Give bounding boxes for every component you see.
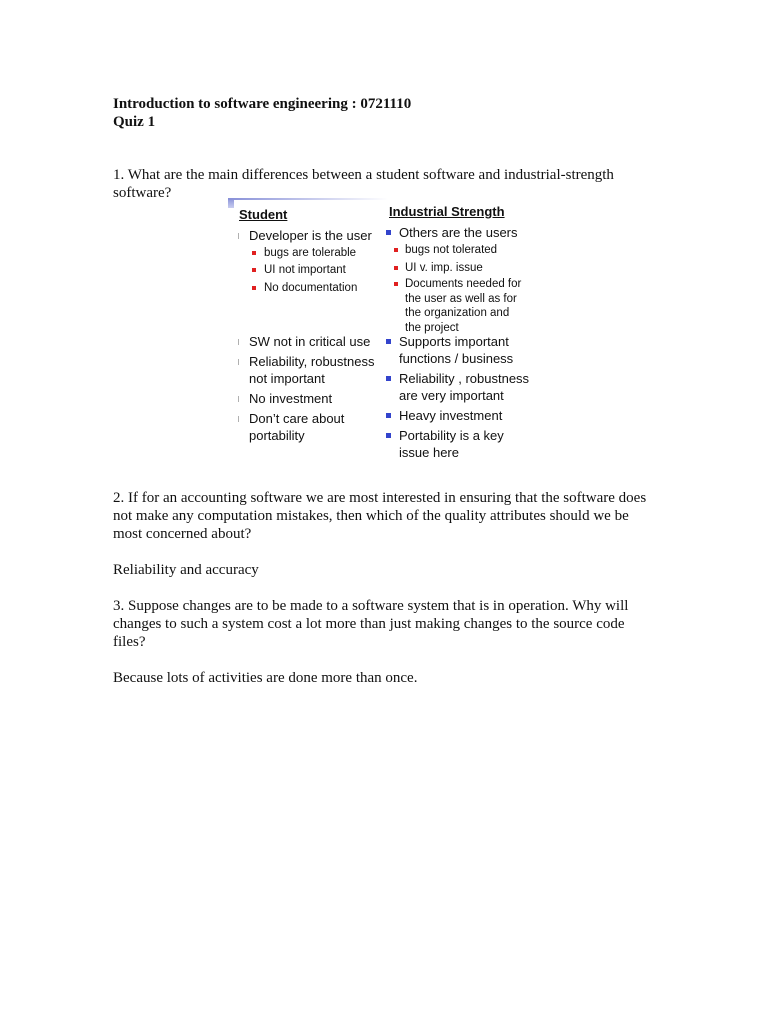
bullet-icon	[386, 413, 391, 418]
bullet-icon	[238, 233, 239, 239]
bullet-icon	[238, 359, 239, 365]
bullet-icon	[238, 396, 239, 402]
industrial-column-title: Industrial Strength	[389, 204, 505, 219]
bullet-icon	[386, 339, 391, 344]
corner-accent-line	[228, 198, 388, 200]
bullet-icon	[238, 416, 239, 422]
bullet-icon	[252, 251, 256, 255]
answer-2: Reliability and accuracy	[113, 562, 259, 578]
question-1: 1. What are the main differences between a student software and industrial-strength software?	[113, 167, 614, 201]
bullet-icon	[252, 286, 256, 290]
bullet-icon	[238, 339, 239, 345]
student-column-title: Student	[239, 207, 288, 222]
bullet-icon	[386, 433, 391, 438]
document-header	[113, 95, 673, 131]
bullet-icon	[386, 376, 391, 381]
course-title: Introduction to software engineering : 0721110	[113, 96, 412, 112]
bullet-icon	[394, 248, 398, 252]
answer-3: Because lots of activities are done more than once.	[113, 670, 418, 686]
bullet-icon	[394, 282, 398, 286]
bullet-icon	[394, 266, 398, 270]
bullet-icon	[252, 268, 256, 272]
bullet-icon	[386, 230, 391, 235]
quiz-title: Quiz 1	[113, 114, 156, 130]
question-3: 3. Suppose changes are to be made to a software system that is in operation. Why will changes to such a system cost a lot more than just making changes to the source code files?	[113, 598, 629, 650]
comparison-figure: Student Developer is the user bugs are tolerable UI not important No documentation SW not in critical use Reliability, robustness not important No investment Don’t care about portability Industrial Strength Others are the users bugs not tolerated UI v. imp. issue Documents needed for the user as well as for the organization and the project Supports important functions / business Reliability , robustness are very important Heavy investment Portability is a key issue here	[228, 198, 548, 463]
question-2: 2. If for an accounting software we are most interested in ensuring that the software does not make any computation mistakes, then which of the quality attributes should we be most concerned about?	[113, 490, 647, 542]
